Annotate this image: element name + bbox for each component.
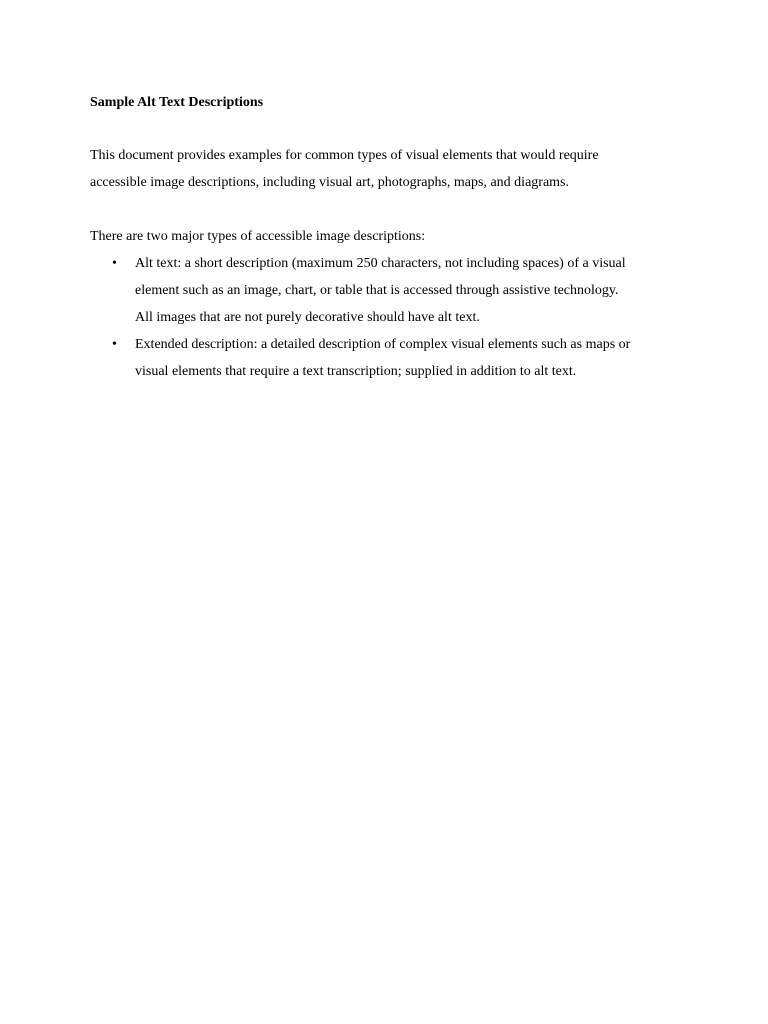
bullet-icon: • [112,337,117,352]
intro-paragraph [90,142,690,196]
list-item-line: All images that are not purely decorative should have alt text. [135,310,480,325]
description-types-list [90,250,690,385]
list-item-alt-text [90,250,690,331]
list-item-line: visual elements that require a text transcription; supplied in addition to alt text. [135,364,577,379]
document-title: Sample Alt Text Descriptions [90,95,264,110]
list-item-line: element such as an image, chart, or table that is accessed through assistive technology. [135,283,619,298]
list-item-line: Alt text: a short description (maximum 250 characters, not including spaces) of a visual [135,256,626,271]
types-lead-sentence: There are two major types of accessible image descriptions: [90,229,426,244]
intro-line: accessible image descriptions, including visual art, photographs, maps, and diagrams. [90,175,569,190]
intro-line: This document provides examples for common types of visual elements that would require [90,148,599,163]
list-item-extended-description [90,331,690,385]
list-item-line: Extended description: a detailed description of complex visual elements such as maps or [135,337,631,352]
bullet-icon: • [112,256,117,271]
